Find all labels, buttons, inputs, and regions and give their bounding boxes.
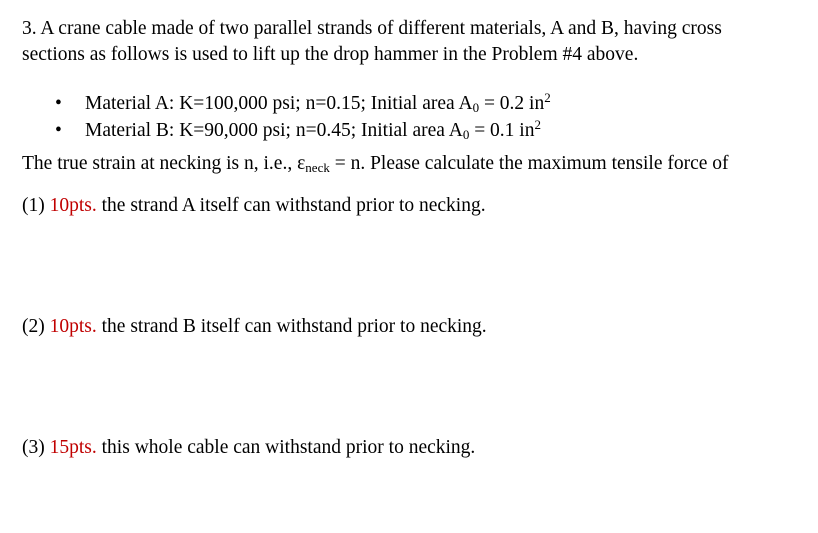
necking-post: = n. Please calculate the maximum tensile force of: [329, 153, 729, 174]
material-a-sup: 2: [544, 90, 551, 105]
intro-line-1: 3. A crane cable made of two parallel strands of different materials, A and B, having cross: [22, 18, 722, 39]
material-b-eq: = 0.1 in: [469, 120, 535, 141]
bullet-icon: •: [55, 120, 62, 141]
part-number: (1): [22, 195, 50, 216]
epsilon-symbol: ε: [297, 153, 306, 174]
part-text: the strand A itself can withstand prior to necking.: [96, 195, 486, 216]
part-number: (2): [22, 316, 50, 337]
points-label: 10pts.: [49, 195, 97, 216]
material-b-text: Material B: K=90,000 psi; n=0.45; Initial area A: [85, 120, 463, 141]
material-b-sub: 0: [462, 127, 470, 142]
necking-pre: The true strain at necking is n, i.e.,: [22, 153, 298, 174]
part-number: (3): [22, 437, 50, 458]
material-b-item: [55, 113, 541, 147]
material-a-sub: 0: [472, 100, 480, 115]
part-2: [22, 315, 487, 339]
part-3: [22, 436, 475, 460]
part-1: [22, 194, 486, 218]
material-a-eq: = 0.2 in: [479, 93, 545, 114]
points-label: 15pts.: [49, 437, 97, 458]
material-a-text: Material A: K=100,000 psi; n=0.15; Initial area A: [85, 93, 473, 114]
part-text: the strand B itself can withstand prior to necking.: [96, 316, 487, 337]
part-text: this whole cable can withstand prior to necking.: [96, 437, 476, 458]
bullet-icon: •: [55, 93, 62, 114]
necking-statement: [22, 152, 729, 180]
intro-line-2: sections as follows is used to lift up the drop hammer in the Problem #4 above.: [22, 44, 639, 65]
material-b-sup: 2: [534, 117, 541, 132]
points-label: 10pts.: [49, 316, 97, 337]
epsilon-sub: neck: [305, 160, 330, 175]
